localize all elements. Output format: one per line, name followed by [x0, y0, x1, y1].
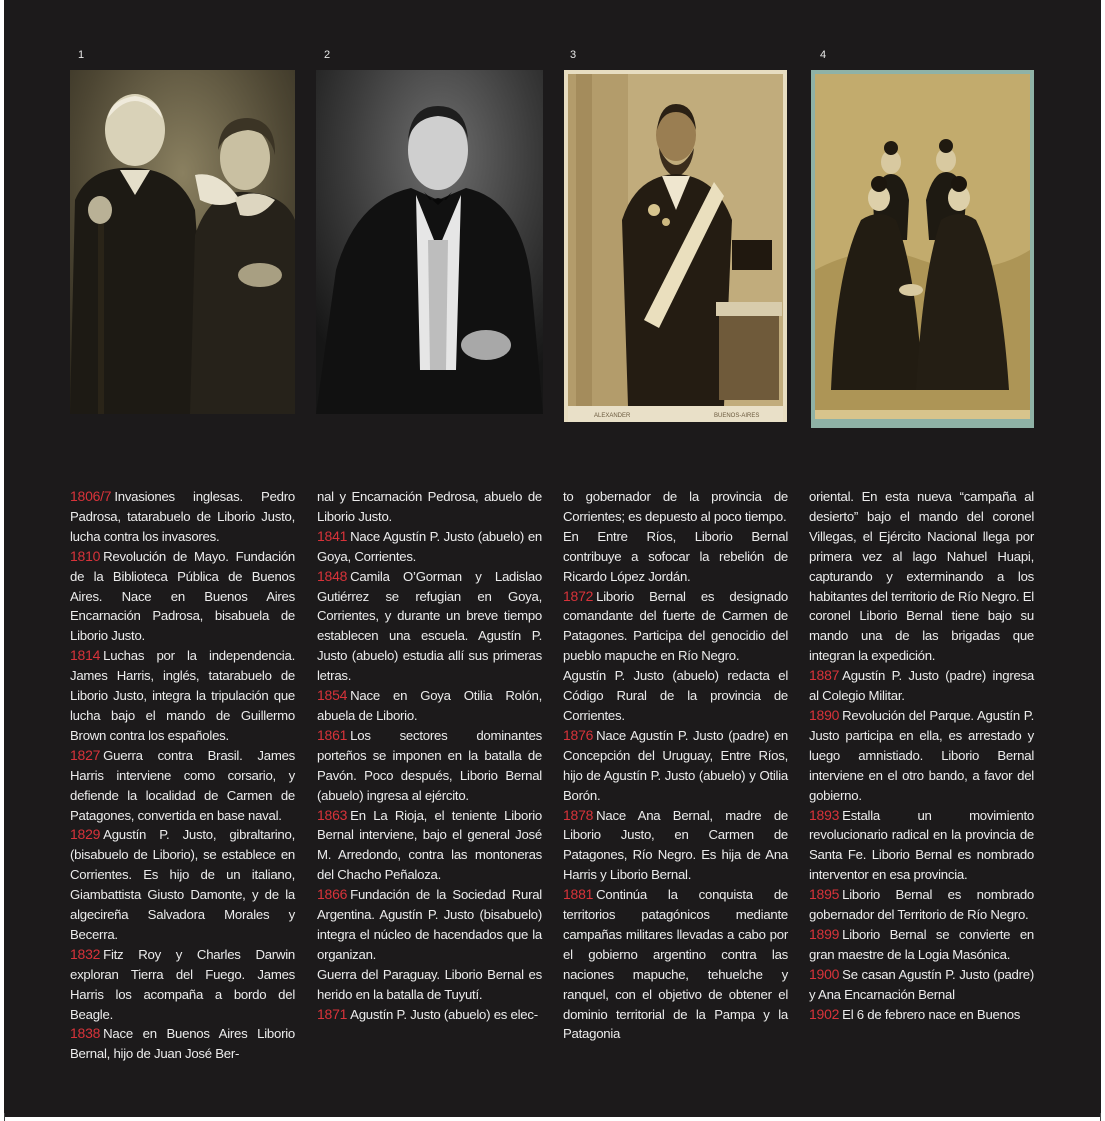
timeline-year: 1861: [317, 726, 348, 743]
timeline-entry: [70, 825, 295, 944]
timeline-year: 1878: [563, 806, 594, 823]
timeline-text: Liborio Bernal es designado comandante del fuerte de Carmen de Patagones. Participa del genocidio del pueblo mapuche en Río Negro.: [563, 588, 788, 664]
timeline-entry: [70, 1024, 295, 1064]
timeline-text: Nace en Buenos Aires Liborio Bernal, hijo de Juan José Ber-: [70, 1026, 295, 1062]
timeline-year: 1832: [70, 945, 101, 962]
portrait-man-bw-photo: [316, 70, 543, 414]
timeline-text: Agustín P. Justo (abuelo) es elec-: [350, 1006, 538, 1022]
timeline-year: 1876: [563, 726, 594, 743]
timeline-entry: [317, 726, 542, 806]
timeline-column-1: [70, 487, 295, 1064]
timeline-year: 1848: [317, 567, 348, 584]
timeline-year: 1887: [809, 667, 840, 684]
timeline-year: 1841: [317, 527, 348, 544]
timeline-entry: [317, 885, 542, 965]
timeline-entry: [317, 686, 542, 726]
timeline-text: Fundación de la Sociedad Rural Argentina. Agustín P. Justo (bisabuelo) integra el núcleo de hacendados que la organizan.: [317, 887, 542, 962]
timeline-entry: [70, 547, 295, 647]
timeline-year: 1838: [70, 1025, 101, 1042]
timeline-text: Estalla un movimiento revolucionario radical en la provincia de Santa Fe. Liborio Bernal es nombrado interventor en esa provincia.: [809, 807, 1034, 883]
timeline-year: 1871: [317, 1005, 348, 1022]
timeline-text: En La Rioja, el teniente Liborio Bernal interviene, bajo el general José M. Arredondo, contra las montoneras del Chacho Peñaloza.: [317, 807, 542, 883]
timeline-text: Invasiones inglesas. Pedro Padrosa, tatarabuelo de Liborio Justo, lucha contra los invasores.: [70, 489, 295, 544]
timeline-year: 1872: [563, 587, 594, 604]
timeline-text: Liborio Bernal es nombrado gobernador del Territorio de Río Negro.: [809, 887, 1034, 923]
timeline-text: Los sectores dominantes porteños se imponen en la batalla de Pavón. Poco después, Liborio Bernal (abuelo) ingresa al ejército.: [317, 727, 542, 803]
timeline-entry: [809, 806, 1034, 886]
timeline-year: 1902: [809, 1005, 840, 1022]
timeline-entry: [809, 666, 1034, 706]
timeline-year: 1854: [317, 687, 348, 704]
timeline-year: 1881: [563, 886, 594, 903]
timeline-entry: [317, 527, 542, 567]
timeline-column-2: [317, 487, 542, 1024]
timeline-text: Nace Agustín P. Justo (abuelo) en Goya, Corrientes.: [317, 528, 542, 564]
timeline-entry: [563, 587, 788, 667]
timeline-text: Agustín P. Justo, gibraltarino, (bisabuelo de Liborio), se establece en Corrientes. Es hijo de un italiano, Giambattista Giusto Damonte, y de la algecireña Salvadora Morales y Becerra.: [70, 827, 295, 942]
timeline-entry: [809, 965, 1034, 1005]
timeline-entry: [809, 706, 1034, 806]
book-page: [4, 0, 1101, 1117]
timeline-year: 1827: [70, 746, 101, 763]
timeline-text: Fitz Roy y Charles Darwin exploran Tierra del Fuego. James Harris los acompaña a bordo del Beagle.: [70, 946, 295, 1022]
photo-number-1: 1: [78, 49, 85, 61]
timeline-text: to gobernador de la provincia de Corrientes; es depuesto al poco tiempo.: [563, 489, 788, 524]
portrait-couple-photo: [70, 70, 295, 414]
crop-mark-right: [1100, 1113, 1101, 1121]
timeline-text: Continúa la conquista de territorios patagónicos mediante campañas militares llevadas a cabo por el gobierno argentino contra las naciones mapuche, tehuelche y ranquel, con el objetivo de obtener el dominio territorial de la Pampa y la Patagonia: [563, 887, 788, 1042]
timeline-text: nal y Encarnación Pedrosa, abuelo de Liborio Justo.: [317, 489, 542, 524]
photo3-caption-left: ALEXANDER: [594, 413, 631, 419]
timeline-year: 1866: [317, 886, 348, 903]
timeline-year: 1890: [809, 706, 840, 723]
timeline-text: Revolución del Parque. Agustín P. Justo participa en ella, es arrestado y luego amnistiado. Liborio Bernal interviene en el otro bando, a favor del gobierno.: [809, 707, 1034, 803]
timeline-entry: [317, 965, 542, 1005]
timeline-year: 1806/7: [70, 488, 112, 504]
timeline-entry: [317, 487, 542, 527]
timeline-text: Se casan Agustín P. Justo (padre) y Ana Encarnación Bernal: [809, 966, 1034, 1002]
timeline-text: oriental. En esta nueva “campaña al desierto” bajo el mando del coronel Villegas, el Ejército Nacional llega por primera vez al lago Nahuel Huapi, capturando y exterminando a los habitantes del territorio de Río Negro. El coronel Liborio Bernal tiene bajo su mando una de las brigadas que integran la expedición.: [809, 489, 1034, 664]
timeline-year: 1829: [70, 826, 101, 843]
timeline-text: Agustín P. Justo (abuelo) redacta el Código Rural de la provincia de Corrientes.: [563, 668, 788, 723]
timeline-entry: [563, 666, 788, 726]
timeline-text: En Entre Ríos, Liborio Bernal contribuye a sofocar la rebelión de Ricardo López Jordán.: [563, 528, 788, 584]
timeline-column-4: [809, 487, 1034, 1024]
timeline-entry: [70, 646, 295, 746]
timeline-entry: [70, 746, 295, 826]
timeline-entry: [317, 806, 542, 886]
photo-number-4: 4: [820, 49, 827, 61]
timeline-entry: [563, 487, 788, 527]
timeline-entry: [809, 487, 1034, 666]
timeline-entry: [317, 567, 542, 686]
timeline-entry: [317, 1005, 542, 1025]
timeline-entry: [563, 885, 788, 1044]
timeline-entry: [809, 885, 1034, 925]
timeline-text: Agustín P. Justo (padre) ingresa al Colegio Militar.: [809, 668, 1034, 704]
photo3-caption-right: BUENOS-AIRES: [714, 413, 760, 419]
timeline-column-3: [563, 487, 788, 1044]
timeline-year: 1863: [317, 806, 348, 823]
timeline-year: 1814: [70, 647, 101, 664]
timeline-year: 1895: [809, 886, 840, 903]
timeline-text: Liborio Bernal se convierte en gran maestre de la Logia Masónica.: [809, 926, 1034, 962]
timeline-text: Revolución de Mayo. Fundación de la Biblioteca Pública de Buenos Aires. Nace en Buenos Aires Encarnación Padrosa, bisabuela de Liborio Justo.: [70, 548, 295, 644]
timeline-year: 1810: [70, 547, 101, 564]
timeline-text: Guerra del Paraguay. Liborio Bernal es herido en la batalla de Tuyutí.: [317, 966, 542, 1002]
timeline-text: Nace Ana Bernal, madre de Liborio Justo, en Carmen de Patagones, Río Negro. Es hija de Ana Harris y Liborio Bernal.: [563, 807, 788, 883]
timeline-text: Nace en Goya Otilia Rolón, abuela de Liborio.: [317, 688, 542, 723]
timeline-entry: [563, 806, 788, 886]
timeline-entry: [563, 527, 788, 587]
timeline-text: Camila O’Gorman y Ladislao Gutiérrez se refugian en Goya, Corrientes, y durante un breve tiempo establecen una escuela. Agustín P. Justo (abuelo) estudia allí sus primeras letras.: [317, 568, 542, 684]
portrait-bearded-man-sash-photo: [564, 70, 787, 422]
timeline-text: Luchas por la independencia. James Harris, inglés, tatarabuelo de Liborio Justo, integra la tripulación que lucha bajo el mando de Guillermo Brown contra los españoles.: [70, 648, 295, 743]
timeline-entry: [809, 925, 1034, 965]
timeline-text: Guerra contra Brasil. James Harris interviene como corsario, y defiende la localidad de Carmen de Patagones, convertida en base naval.: [70, 747, 295, 823]
timeline-entry: [809, 1005, 1034, 1025]
photo-number-2: 2: [324, 49, 331, 61]
timeline-year: 1900: [809, 965, 840, 982]
portrait-four-women-photo: [811, 70, 1034, 428]
timeline-text: Nace Agustín P. Justo (padre) en Concepción del Uruguay, Entre Ríos, hijo de Agustín P. Justo (abuelo) y Otilia Borón.: [563, 727, 788, 803]
timeline-text: El 6 de febrero nace en Buenos: [842, 1006, 1021, 1022]
timeline-year: 1893: [809, 806, 840, 823]
photo-number-3: 3: [570, 49, 577, 61]
crop-mark-left: [4, 1113, 5, 1121]
timeline-entry: [563, 726, 788, 806]
timeline-entry: [70, 945, 295, 1025]
timeline-entry: [70, 487, 295, 547]
timeline-year: 1899: [809, 925, 840, 942]
